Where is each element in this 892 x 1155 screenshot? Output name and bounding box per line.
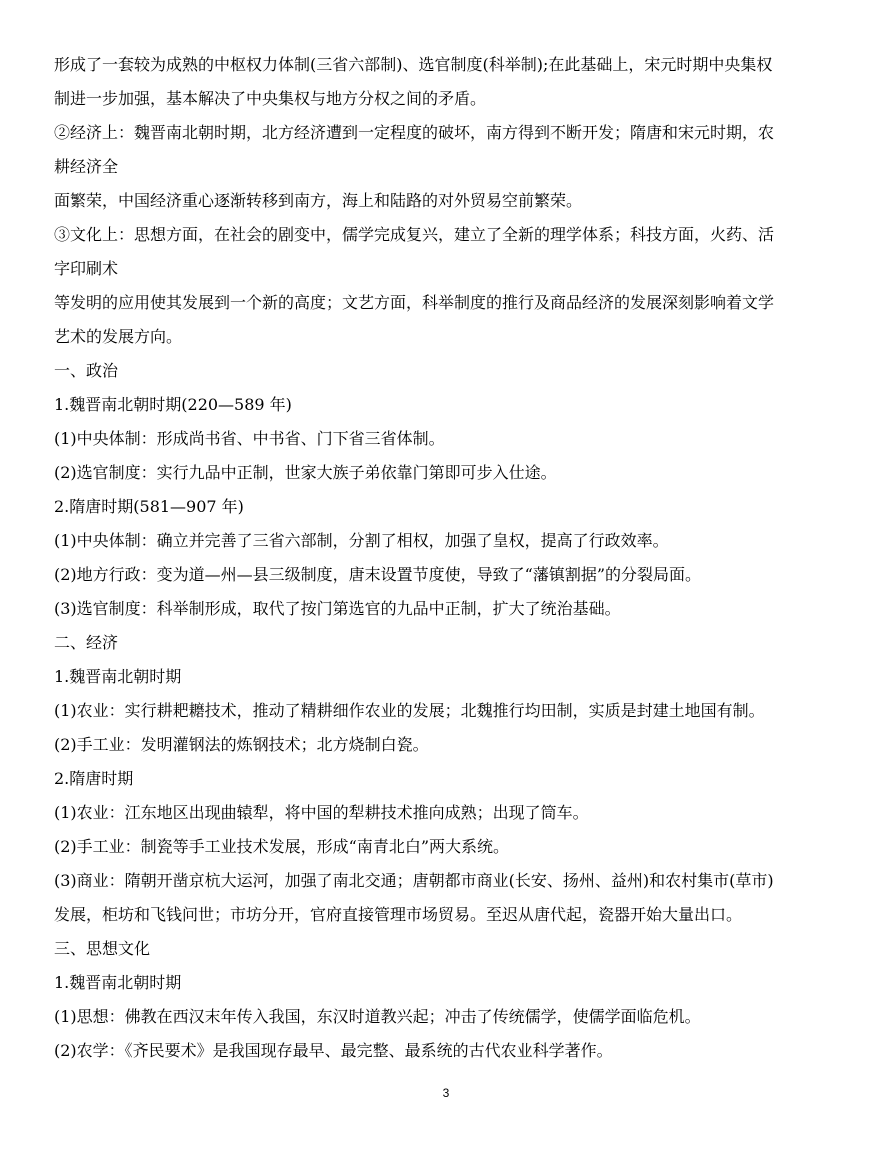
text-line: 形成了一套较为成熟的中枢权力体制(三省六部制)、选官制度(科举制);在此基础上，宋元时期中央集权 xyxy=(54,55,773,74)
text-line: 等发明的应用使其发展到一个新的高度；文艺方面，科举制度的推行及商品经济的发展深刻影响着文学 xyxy=(54,293,775,312)
text-line: (1)农业：江东地区出现曲辕犁，将中国的犁耕技术推向成熟；出现了筒车。 xyxy=(54,803,589,822)
text-line: 一、政治 xyxy=(54,361,119,380)
text-line: 2.隋唐时期 xyxy=(54,769,134,788)
text-line: 字印刷术 xyxy=(54,259,119,278)
text-line: (2)手工业：发明灌钢法的炼钢技术；北方烧制白瓷。 xyxy=(54,735,429,754)
text-line: (3)商业：隋朝开凿京杭大运河，加强了南北交通；唐朝都市商业(长安、扬州、益州)和农村集市(草市) xyxy=(54,871,774,890)
text-line: (1)中央体制：确立并完善了三省六部制，分割了相权，加强了皇权，提高了行政效率。 xyxy=(54,531,669,550)
text-line: 制进一步加强，基本解决了中央集权与地方分权之间的矛盾。 xyxy=(54,89,487,108)
text-line: ②经济上：魏晋南北朝时期，北方经济遭到一定程度的破坏，南方得到不断开发；隋唐和宋元时期，农 xyxy=(54,123,775,142)
text-line: 艺术的发展方向。 xyxy=(54,327,183,346)
text-line: 1.魏晋南北朝时期 xyxy=(54,667,182,686)
text-line: (2)农学：《齐民要术》是我国现存最早、最完整、最系统的古代农业科学著作。 xyxy=(54,1041,613,1060)
text-line: 发展，柜坊和飞钱问世；市坊分开，官府直接管理市场贸易。至迟从唐代起，瓷器开始大量出口。 xyxy=(54,905,743,924)
document-body xyxy=(54,48,846,1068)
text-line: 耕经济全 xyxy=(54,157,119,176)
text-line: 1.魏晋南北朝时期(220—589 年) xyxy=(54,395,292,414)
text-line: (1)中央体制：形成尚书省、中书省、门下省三省体制。 xyxy=(54,429,445,448)
text-line: 二、经济 xyxy=(54,633,119,652)
text-line: (2)手工业：制瓷等手工业技术发展，形成“南青北白”两大系统。 xyxy=(54,837,510,856)
text-line: ③文化上：思想方面，在社会的剧变中，儒学完成复兴，建立了全新的理学体系；科技方面，火药、活 xyxy=(54,225,775,244)
text-line: (1)农业：实行耕耙耱技术，推动了精耕细作农业的发展；北魏推行均田制，实质是封建土地国有制。 xyxy=(54,701,765,720)
text-line: (3)选官制度：科举制形成，取代了按门第选官的九品中正制，扩大了统治基础。 xyxy=(54,599,621,618)
text-line: (1)思想：佛教在西汉末年传入我国，东汉时道教兴起；冲击了传统儒学，使儒学面临危机。 xyxy=(54,1007,701,1026)
text-line: 2.隋唐时期(581—907 年) xyxy=(54,497,244,516)
text-line: 三、思想文化 xyxy=(54,939,151,958)
text-line: (2)选官制度：实行九品中正制，世家大族子弟依靠门第即可步入仕途。 xyxy=(54,463,557,482)
page-number: 3 xyxy=(442,1086,450,1100)
text-line: (2)地方行政：变为道—州—县三级制度，唐末设置节度使，导致了“藩镇割据”的分裂局面。 xyxy=(54,565,702,584)
text-line: 1.魏晋南北朝时期 xyxy=(54,973,182,992)
text-line: 面繁荣，中国经济重心逐渐转移到南方，海上和陆路的对外贸易空前繁荣。 xyxy=(54,191,583,210)
